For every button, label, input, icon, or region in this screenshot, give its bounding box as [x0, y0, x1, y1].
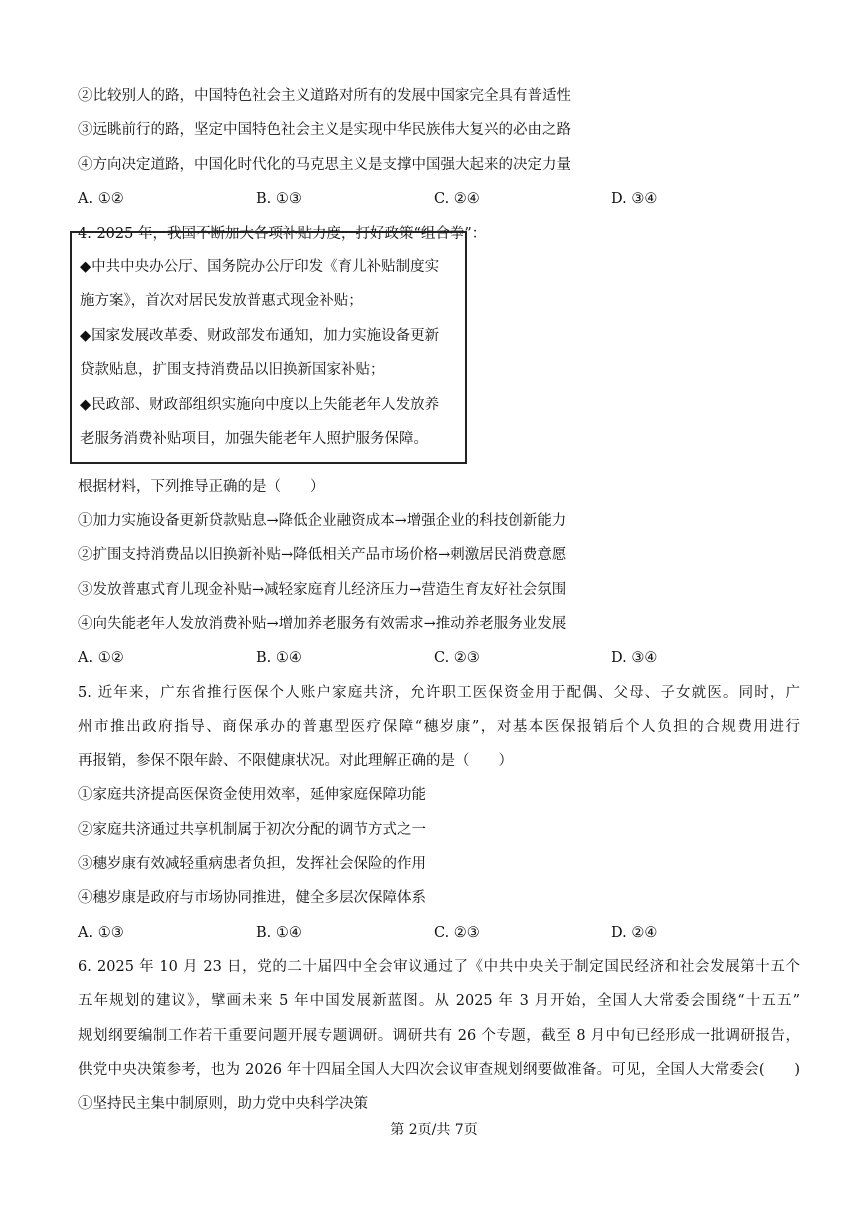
- q4-options: [78, 648, 800, 668]
- q5-options: [78, 923, 800, 943]
- q4-item-4: ④向失能老年人发放消费补贴→增加养老服务有效需求→推动养老服务业发展: [78, 616, 567, 632]
- q5-item-1: ①家庭共济提高医保资金使用效率，延伸家庭保障功能: [78, 787, 426, 803]
- q5-option-c: C. ②③: [434, 925, 480, 941]
- q4-option-b: B. ①④: [256, 650, 302, 666]
- q5-item-2: ②家庭共济通过共享机制属于初次分配的调节方式之一: [78, 822, 426, 838]
- q5-stem-line-1: 5. 近年来，广东省推行医保个人账户家庭共济，允许职工医保资金用于配偶、父母、子女就医。同时，广: [78, 685, 800, 701]
- q6-item-1: ①坚持民主集中制原则，助力党中央科学决策: [78, 1096, 368, 1112]
- q5-stem-line-3: 再报销，参保不限年龄、不限健康状况。对此理解正确的是（ ）: [78, 753, 513, 769]
- q4-stem: 4. 2025 年，我国不断加大各项补贴力度，打好政策“组合拳”：: [78, 226, 487, 242]
- q4-material-line: ◆民政部、财政部组织实施向中度以上失能老年人发放养: [80, 397, 440, 413]
- q4-material-box: [70, 231, 467, 464]
- q4-item-3: ③发放普惠式育儿现金补贴→减轻家庭育儿经济压力→营造生育友好社会氛围: [78, 582, 567, 598]
- page-footer: 第 2页/共 7页: [390, 1122, 478, 1138]
- q4-option-c: C. ②③: [434, 650, 480, 666]
- q4-material-line: 贷款贴息，扩围支持消费品以旧换新国家补贴；: [80, 362, 385, 378]
- q4-material-line: ◆中共中央办公厅、国务院办公厅印发《育儿补贴制度实: [80, 259, 440, 275]
- q5-option-b: B. ①④: [256, 925, 302, 941]
- q4-material-line: 老服务消费补贴项目，加强失能老年人照护服务保障。: [80, 431, 428, 447]
- q4-option-d: D. ③④: [611, 650, 658, 666]
- q6-stem-line-4: 供党中央决策参考，也为 2026 年十四届全国人大四次会议审查规划纲要做准备。可见，全国人大常委会( ): [78, 1062, 800, 1078]
- q6-stem-line-3: 规划纲要编制工作若干重要问题开展专题调研。调研共有 26 个专题，截至 8 月中旬已经形成一批调研报告，: [78, 1028, 800, 1044]
- q5-item-4: ④穗岁康是政府与市场协同推进，健全多层次保障体系: [78, 890, 426, 906]
- q6-stem-line-2: 五年规划的建议》，擘画未来 5 年中国发展新蓝图。从 2025 年 3 月开始，全国人大常委会围绕“十五五”: [78, 993, 800, 1009]
- q6-stem-line-1: 6. 2025 年 10 月 23 日，党的二十届四中全会审议通过了《中共中央关于制定国民经济和社会发展第十五个: [78, 959, 800, 975]
- q4-question: 根据材料，下列推导正确的是（ ）: [78, 479, 325, 495]
- q5-stem-line-2: 州市推出政府指导、商保承办的普惠型医疗保障“穗岁康”，对基本医保报销后个人负担的合规费用进行: [78, 719, 800, 735]
- q3-options: [78, 189, 800, 209]
- q4-material-line: 施方案》，首次对居民发放普惠式现金补贴；: [80, 293, 363, 309]
- q3-item-4: ④方向决定道路，中国化时代化的马克思主义是支撑中国强大起来的决定力量: [78, 157, 571, 173]
- q3-option-b: B. ①③: [256, 191, 302, 207]
- q4-material-line: ◆国家发展改革委、财政部发布通知，加力实施设备更新: [80, 328, 440, 344]
- q4-option-a: A. ①②: [78, 650, 124, 666]
- q3-item-2: ②比较别人的路，中国特色社会主义道路对所有的发展中国家完全具有普适性: [78, 88, 571, 104]
- q5-option-d: D. ②④: [611, 925, 658, 941]
- q4-item-1: ①加力实施设备更新贷款贴息→降低企业融资成本→增强企业的科技创新能力: [78, 513, 567, 529]
- q5-option-a: A. ①③: [78, 925, 124, 941]
- q3-option-c: C. ②④: [434, 191, 480, 207]
- q4-item-2: ②扩围支持消费品以旧换新补贴→降低相关产品市场价格→刺激居民消费意愿: [78, 547, 567, 563]
- q3-option-a: A. ①②: [78, 191, 124, 207]
- q5-item-3: ③穗岁康有效减轻重病患者负担，发挥社会保险的作用: [78, 856, 426, 872]
- q3-option-d: D. ③④: [611, 191, 658, 207]
- q3-item-3: ③远眺前行的路，坚定中国特色社会主义是实现中华民族伟大复兴的必由之路: [78, 122, 571, 138]
